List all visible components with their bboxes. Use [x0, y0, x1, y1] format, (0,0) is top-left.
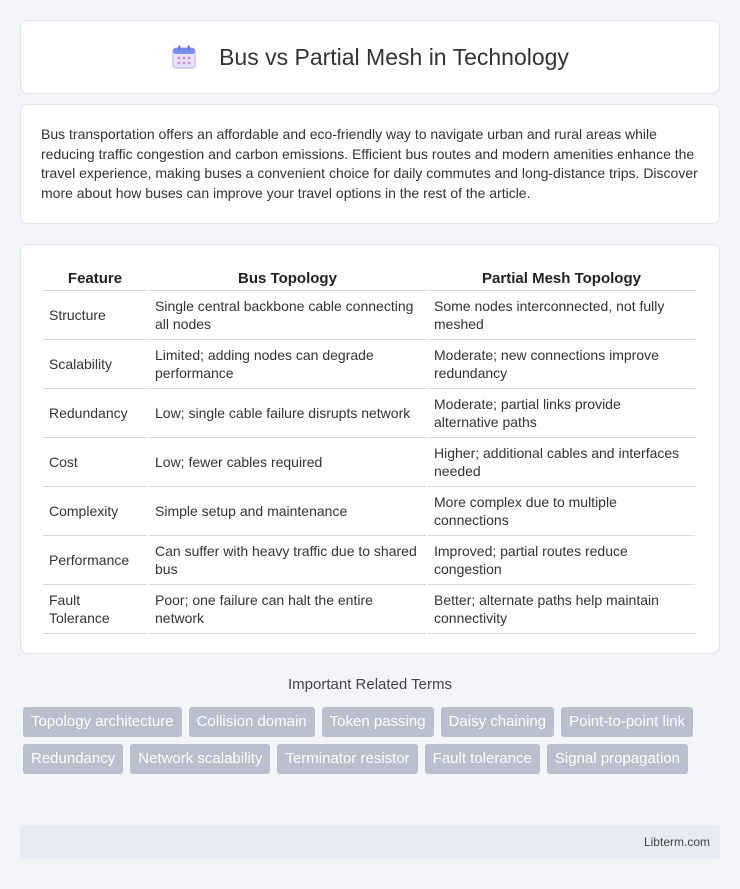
- feature-cell: Fault Tolerance: [43, 585, 147, 634]
- bus-cell: Poor; one failure can halt the entire network: [149, 585, 426, 634]
- tag-terminator-resistor[interactable]: Terminator resistor: [277, 744, 417, 774]
- calendar-icon: [171, 44, 197, 70]
- feature-cell: Structure: [43, 291, 147, 340]
- column-header-partial-mesh: Partial Mesh Topology: [428, 263, 695, 291]
- column-header-feature: Feature: [43, 263, 147, 291]
- header-card: [20, 20, 720, 94]
- comparison-table: [41, 263, 697, 634]
- bus-cell: Single central backbone cable connecting all nodes: [149, 291, 426, 340]
- tag-signal-propagation[interactable]: Signal propagation: [547, 744, 688, 774]
- footer: [20, 825, 720, 859]
- table-row: [43, 487, 695, 536]
- comparison-table-card: [20, 244, 720, 654]
- table-header-row: [43, 263, 695, 291]
- tag-daisy-chaining[interactable]: Daisy chaining: [441, 707, 555, 737]
- mesh-cell: Moderate; new connections improve redundancy: [428, 340, 695, 389]
- bus-cell: Low; fewer cables required: [149, 438, 426, 487]
- mesh-cell: Moderate; partial links provide alternative paths: [428, 389, 695, 438]
- table-row: [43, 291, 695, 340]
- mesh-cell: Some nodes interconnected, not fully meshed: [428, 291, 695, 340]
- tag-collision-domain[interactable]: Collision domain: [189, 707, 315, 737]
- intro-card: [20, 104, 720, 224]
- bus-cell: Limited; adding nodes can degrade performance: [149, 340, 426, 389]
- tag-redundancy[interactable]: Redundancy: [23, 744, 123, 774]
- tag-network-scalability[interactable]: Network scalability: [130, 744, 270, 774]
- feature-cell: Scalability: [43, 340, 147, 389]
- footer-site-link[interactable]: Libterm.com: [643, 835, 710, 849]
- table-row: [43, 536, 695, 585]
- tag-point-to-point-link[interactable]: Point-to-point link: [561, 707, 693, 737]
- mesh-cell: Better; alternate paths help maintain connectivity: [428, 585, 695, 634]
- feature-cell: Redundancy: [43, 389, 147, 438]
- feature-cell: Performance: [43, 536, 147, 585]
- mesh-cell: Improved; partial routes reduce congestion: [428, 536, 695, 585]
- tag-token-passing[interactable]: Token passing: [322, 707, 434, 737]
- intro-text: Bus transportation offers an affordable and eco-friendly way to navigate urban and rural areas while reducing traffic congestion and carbon emissions. Efficient bus routes and modern amenities enhance the travel experience, making buses a convenient choice for daily commutes and long-distance trips. Discover more about how buses can improve your travel options in the rest of the article.: [41, 126, 698, 201]
- feature-cell: Cost: [43, 438, 147, 487]
- mesh-cell: More complex due to multiple connections: [428, 487, 695, 536]
- tag-topology-architecture[interactable]: Topology architecture: [23, 707, 182, 737]
- table-row: [43, 340, 695, 389]
- bus-cell: Simple setup and maintenance: [149, 487, 426, 536]
- mesh-cell: Higher; additional cables and interfaces needed: [428, 438, 695, 487]
- table-row: [43, 389, 695, 438]
- title-wrap: [171, 44, 569, 71]
- related-terms-title: Important Related Terms: [288, 676, 452, 693]
- related-terms-tags: [23, 707, 723, 781]
- bus-cell: Can suffer with heavy traffic due to shared bus: [149, 536, 426, 585]
- bus-cell: Low; single cable failure disrupts network: [149, 389, 426, 438]
- page-title: Bus vs Partial Mesh in Technology: [219, 43, 569, 70]
- tag-fault-tolerance[interactable]: Fault tolerance: [425, 744, 540, 774]
- table-row: [43, 585, 695, 634]
- feature-cell: Complexity: [43, 487, 147, 536]
- table-row: [43, 438, 695, 487]
- column-header-bus: Bus Topology: [149, 263, 426, 291]
